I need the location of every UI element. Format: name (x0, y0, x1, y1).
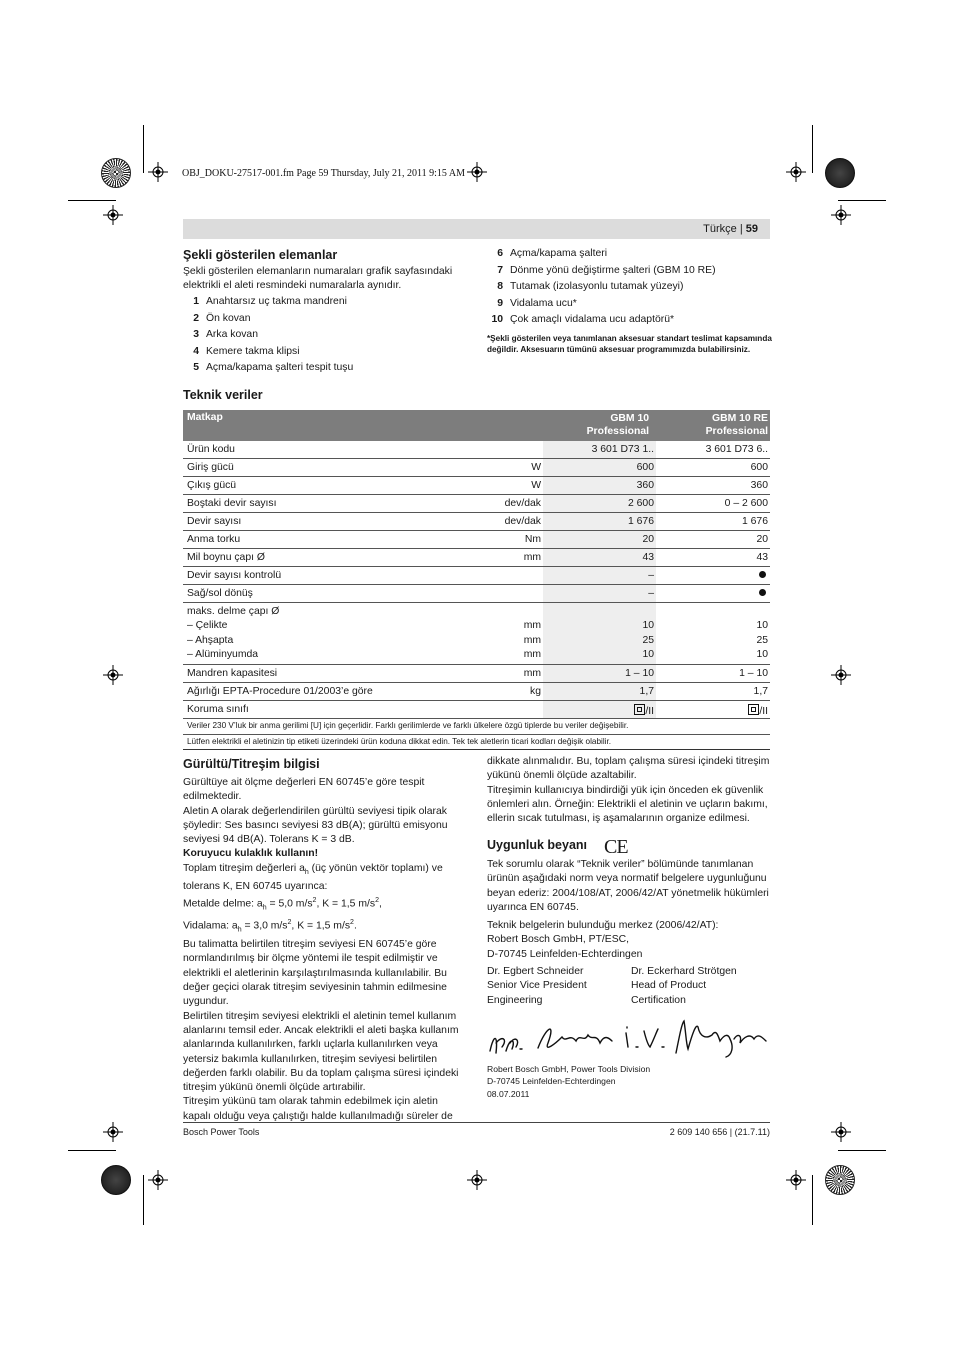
row-value-gbm10: 43 (543, 549, 656, 566)
row-value-gbm10: 20 (543, 531, 656, 548)
text: Vidalama: a (183, 920, 238, 932)
components-list-left (183, 296, 468, 379)
row-value-gbm10re: 600 (750, 462, 768, 473)
item-number: 9 (497, 297, 503, 309)
paragraph (183, 894, 468, 916)
item-text: Tutamak (izolasyonlu tutamak yüzeyi) (510, 281, 684, 293)
list-item (487, 298, 772, 315)
table-row (183, 683, 770, 701)
protection-class-text: /II (645, 706, 654, 717)
header-label: Türkçe | 59 (703, 223, 758, 235)
item-text: Anahtarsız uç takma mandreni (206, 296, 347, 307)
table-note: Lütfen elektrikli el aletinizin tip etiketi üzerindeki ürün koduna dikkat edin. Tek tek aletlerin ticari kodları değişik olabilir. (183, 735, 770, 751)
item-number: 6 (497, 248, 503, 259)
conformity-text: Tek sorumlu olarak “Teknik veriler” bölümünde tanımlanan ürünün aşağıdaki norm veya normatif belgelere uygunluğunu beyan ederiz: 2004/108/AT, 2006/42/AT yönetmelik hükümleri uyarınca EN 60745. (487, 859, 769, 913)
header-line: Professional (586, 426, 649, 437)
row-value-gbm10re: 360 (750, 480, 768, 491)
row-value-gbm10re: 3 601 D73 6.. (705, 444, 768, 455)
subscript: h (237, 926, 242, 934)
row-unit: Nm (524, 534, 541, 545)
row-value-gbm10: 600 (543, 459, 656, 476)
paragraph: Gürültüye ait ölçme değerleri EN 60745’e göre tespit edilmektedir. (183, 777, 425, 803)
table-row (183, 513, 770, 531)
paragraph: Titreşim yükünü tam olarak tahmin edebilmek için aletin kapalı olduğu veya çalıştığı halde kullanılmadığı süreler de (183, 1096, 453, 1122)
item-text: Açma/kapama şalteri tespit tuşu (206, 362, 354, 374)
signatory-2: Dr. Eckerhard Strötgen Head of Product Certification (631, 966, 737, 1006)
row-unit (494, 441, 543, 458)
protection-class-icon (634, 704, 645, 715)
row-label: Mil boynu çapı Ø (187, 552, 265, 563)
item-number: 5 (193, 362, 199, 374)
drill-sub: – Ahşapta (187, 634, 234, 646)
row-value-gbm10 (543, 701, 656, 718)
registration-disc-icon (825, 158, 855, 188)
drill-sub: – Alüminyumda (187, 648, 259, 660)
signatory-1: Dr. Egbert Schneider Senior Vice President Engineering (487, 966, 587, 1006)
components-list-right (487, 248, 772, 331)
item-number: 3 (193, 329, 199, 341)
crosshair-icon (148, 162, 168, 182)
row-label: Devir sayısı kontrolü (187, 570, 282, 581)
footer-rule (183, 1122, 770, 1123)
header-model: GBM 10 RE (711, 413, 768, 424)
paragraph: Belirtilen titreşim seviyesi elektrikli el aletinin temel kullanım alanlarını temsil eder. Ancak elektrikli el aleti başka kullanım alanlarında kullanılırken, farklı uçlarla kullanılırken veya yetersiz bakımla kullanılırken, titreşim seviyesi belirtilen değerden farklı olabilir. Bu da toplam çalışma süresi içindeki titreşim yükünü önemli ölçüde artırabilir. (183, 1010, 459, 1094)
row-label: Giriş gücü (187, 462, 234, 473)
registration-disc-icon (101, 1165, 131, 1195)
list-item (183, 296, 468, 313)
item-text: Açma/kapama şalteri (510, 248, 608, 259)
table-note: Veriler 230 V’luk bir anma gerilimi [U] için geçerlidir. Farklı gerilimlerde ve farklı ülkelere özgü tiplerde bu veriler değişebilir. (183, 719, 770, 735)
row-label: Anma torku (187, 534, 241, 545)
paragraph (183, 862, 468, 895)
print-slug: OBJ_DOKU-27517-001.fm Page 59 Thursday, July 21, 2011 9:15 AM (182, 168, 465, 179)
drill-value: 25 (756, 634, 768, 646)
feature-dot-icon (759, 589, 766, 596)
superscript: 2 (350, 919, 354, 927)
row-unit (494, 585, 543, 602)
row-value-gbm10re (656, 567, 770, 584)
crop-mark (812, 125, 813, 173)
components-intro: Şekli gösterilen elemanların numaraları grafik sayfasındaki elektrikli el aleti resmindeki numaralarla aynıdır. (183, 266, 453, 292)
crop-mark (838, 1150, 886, 1151)
ce-mark-icon: CE (604, 836, 628, 858)
text: = 3,0 m/s (241, 920, 288, 932)
crosshair-icon (786, 162, 806, 182)
drill-label: maks. delme çapı Ø (187, 606, 280, 617)
text: , K = 1,5 m/s (316, 898, 376, 910)
row-unit (494, 701, 543, 718)
drill-value: 10 (756, 620, 768, 632)
row-label (183, 603, 494, 664)
row-label: Sağ/sol dönüş (187, 588, 253, 599)
table-row (183, 549, 770, 567)
row-unit: dev/dak (504, 498, 541, 509)
row-unit: mm (523, 668, 541, 679)
drill-value: 10 (756, 648, 768, 660)
header-line: Professional (705, 426, 768, 437)
row-unit: dev/dak (504, 516, 541, 527)
drill-sub: – Çelikte (187, 620, 228, 632)
components-title: Şekli gösterilen elemanlar (183, 248, 338, 262)
signature-icon (486, 1013, 772, 1063)
table-row (183, 701, 770, 719)
crop-mark (68, 1150, 116, 1151)
table-row (183, 567, 770, 585)
list-item (183, 362, 468, 379)
superscript: 2 (375, 897, 379, 905)
header-language: Türkçe (703, 223, 737, 235)
protection-class-text: /II (759, 706, 768, 717)
row-unit (494, 567, 543, 584)
accessory-footnote: *Şekli gösterilen veya tanımlanan aksesuar standart teslimat kapsamında değildir. Aksesuarın tümünü aksesuar programımızda bulabilirsiniz. (487, 334, 772, 354)
item-text: Arka kovan (206, 329, 258, 341)
row-label: Devir sayısı (187, 516, 242, 527)
subscript: h (304, 868, 309, 876)
conformity-title: Uygunluk beyanı (487, 838, 588, 852)
row-unit (494, 603, 543, 664)
row-value-gbm10re: 1 – 10 (739, 668, 768, 679)
row-label: Ağırlığı EPTA-Procedure 01/2003’e göre (187, 686, 373, 697)
crosshair-icon (148, 1170, 168, 1190)
header-tool: Matkap (187, 412, 223, 423)
row-unit: W (531, 462, 541, 473)
row-value-gbm10re: 1,7 (753, 686, 768, 697)
registration-disc-icon (101, 158, 131, 188)
crosshair-icon (467, 1170, 487, 1190)
paragraph: Titreşimin kullanıcıya bindirdiği yük için önceden ek güvenlik önlemleri alın. Örneğin: Elektrikli el aletinin ve uçların bakımı, ellerin sıcak tutulması, iş aşamalarının organize edilmesi. (487, 784, 768, 825)
row-label: Boştaki devir sayısı (187, 498, 277, 509)
crop-mark (68, 200, 116, 201)
row-unit: W (531, 480, 541, 491)
protection-class-icon (748, 704, 759, 715)
paragraph: Aletin A olarak değerlendirilen gürültü seviyesi tipik olarak şöyledir: Ses basıncı seviyesi 83 dB(A); gürültü emisyonu seviyesi 94 dB(A). Tolerans K = 3 dB. (183, 805, 448, 846)
crosshair-icon (831, 205, 851, 225)
superscript: 2 (312, 897, 317, 905)
crosshair-icon (103, 665, 123, 685)
company-info: Robert Bosch GmbH, Power Tools Division D-70745 Leinfelden-Echterdingen 08.07.2011 (487, 1064, 651, 1099)
drill-unit: mm (523, 634, 541, 646)
superscript: 2 (287, 919, 292, 927)
table-row (183, 585, 770, 603)
list-item (487, 281, 772, 298)
item-number: 7 (497, 264, 503, 276)
page-number: 59 (745, 223, 758, 235)
documentation-address: Teknik belgelerin bulunduğu merkez (2006/42/AT): Robert Bosch GmbH, PT/ESC, D-70745 Leinfelden-Echterdingen (487, 920, 719, 960)
tech-title: Teknik veriler (183, 388, 263, 402)
row-unit: mm (523, 552, 541, 563)
page-header (183, 219, 770, 239)
item-number: 2 (193, 312, 199, 324)
row-value-gbm10: – (543, 567, 656, 584)
table-row (183, 665, 770, 683)
table-row (183, 495, 770, 513)
warning-text: Koruyucu kulaklık kullanın! (183, 848, 319, 860)
item-text: Vidalama ucu* (510, 297, 577, 309)
noise-text-continued (487, 755, 772, 826)
text: Toplam titreşim değerleri a (183, 862, 305, 874)
item-text: Çok amaçlı vidalama ucu adaptörü* (510, 314, 675, 326)
row-unit: kg (530, 686, 541, 697)
row-value-gbm10: 1,7 (543, 683, 656, 700)
drill-value: 10 (642, 620, 654, 632)
header-model: GBM 10 (610, 413, 649, 424)
header-gbm10 (543, 412, 653, 438)
feature-dot-icon (759, 571, 766, 578)
tech-table (183, 410, 770, 750)
item-text: Ön kovan (206, 312, 251, 324)
footer-left: Bosch Power Tools (183, 1127, 260, 1137)
crop-mark (143, 1175, 144, 1225)
text: . (353, 920, 357, 932)
registration-disc-icon (825, 1165, 855, 1195)
drill-value: 10 (642, 648, 654, 660)
row-value-gbm10: 3 601 D73 1.. (543, 441, 656, 458)
crosshair-icon (103, 205, 123, 225)
subscript: h (262, 905, 267, 912)
crosshair-icon (103, 1122, 123, 1142)
list-item (183, 313, 468, 330)
row-value-gbm10: 1 676 (543, 513, 656, 530)
noise-text (183, 776, 468, 1124)
header-gbm10re (656, 412, 770, 438)
item-number: 8 (497, 281, 503, 293)
table-row (183, 531, 770, 549)
text: , K = 1,5 m/s (291, 920, 351, 932)
crosshair-icon (786, 1170, 806, 1190)
crop-mark (838, 200, 886, 201)
item-text: Dönme yönü değiştirme şalteri (GBM 10 RE) (510, 264, 716, 276)
list-item (487, 265, 772, 282)
row-label: Mandren kapasitesi (187, 668, 278, 679)
drill-value: 25 (642, 634, 654, 646)
item-text: Kemere takma klipsi (206, 345, 300, 357)
row-value-gbm10re (656, 585, 770, 602)
row-value-gbm10re: 0 – 2 600 (724, 498, 768, 509)
table-header (183, 410, 770, 441)
list-item (183, 346, 468, 363)
noise-title: Gürültü/Titreşim bilgisi (183, 757, 320, 771)
paragraph: Bu talimatta belirtilen titreşim seviyesi EN 60745’e göre normlandırılmış bir ölçme yöntemi ile tespit edilmiştir ve elektrikli el aletlerinin karşılaştırılmasında kullanılabilir. Bu değer geçici olarak titreşim seviyesinin tahmin edilmesine uygundur. (183, 939, 447, 1008)
table-row (183, 477, 770, 495)
list-item (487, 248, 772, 265)
crosshair-icon (831, 665, 851, 685)
row-value-gbm10re (656, 701, 770, 718)
text: = 5,0 m/s (266, 898, 313, 910)
table-row (183, 441, 770, 459)
list-item (183, 329, 468, 346)
row-value-gbm10: – (543, 585, 656, 602)
text: Metalde delme: a (183, 898, 263, 910)
crosshair-icon (831, 1122, 851, 1142)
drill-unit: mm (523, 620, 541, 632)
crop-mark (143, 125, 144, 173)
row-label: Çıkış gücü (187, 480, 237, 491)
crop-mark (812, 1175, 813, 1225)
drill-unit: mm (523, 648, 541, 660)
row-value-gbm10re: 43 (756, 552, 768, 563)
text: , (378, 898, 382, 910)
item-number: 10 (491, 314, 503, 326)
row-value-gbm10: 2 600 (543, 495, 656, 512)
item-number: 1 (193, 296, 199, 307)
row-value-gbm10re: 1 676 (741, 516, 768, 527)
item-number: 4 (193, 345, 199, 357)
crosshair-icon (467, 162, 487, 182)
row-value-gbm10: 1 – 10 (543, 665, 656, 682)
row-value-gbm10 (543, 603, 656, 664)
table-row (183, 459, 770, 477)
row-value-gbm10re: 20 (756, 534, 768, 545)
row-label: Koruma sınıfı (187, 704, 249, 715)
text: (üç yönün vektör toplamı) ve tolerans K, EN 60745 uyarınca: (183, 862, 443, 893)
row-value-gbm10: 360 (543, 477, 656, 494)
paragraph (183, 916, 468, 938)
row-value-gbm10re (656, 603, 770, 664)
table-row-drill (183, 603, 770, 665)
footer-right: 2 609 140 656 | (21.7.11) (669, 1127, 770, 1137)
row-label: Ürün kodu (187, 444, 235, 455)
paragraph: dikkate alınmalıdır. Bu, toplam çalışma süresi içindeki titreşim yükünü önemli ölçüde azaltabilir. (487, 756, 770, 782)
list-item (487, 314, 772, 331)
